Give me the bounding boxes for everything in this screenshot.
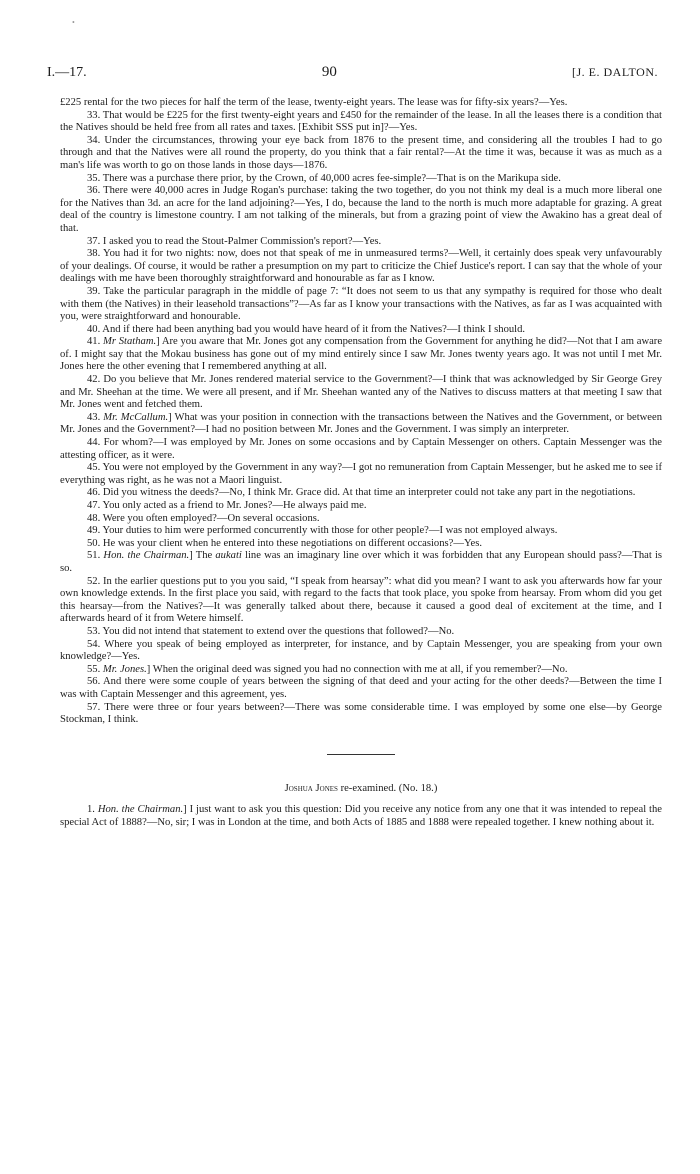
page-mark: • bbox=[72, 18, 75, 27]
paragraph-text: ] When the original deed was signed you had no connection with me at all, if you remember?—No. bbox=[146, 663, 568, 675]
speaker-name: Mr Statham. bbox=[103, 336, 157, 348]
paragraph: 47. You only acted as a friend to Mr. Jones?—He always paid me. bbox=[87, 500, 367, 511]
paragraph-42: 42. Do you believe that Mr. Jones rendered material service to the Government?—I think that was acknowledged by Sir George Grey and Mr. Sheehan at the time. We were all present, and if Mr. Sheehan wanted any of the Natives to discuss matters at that meeting I saw that Mr. Jones went and fetched them. bbox=[60, 374, 662, 411]
speaker-name: Mr. Jones. bbox=[102, 663, 147, 675]
paragraph: 53. You did not intend that statement to extend over the questions that followed?—No. bbox=[87, 625, 455, 637]
paragraph: 39. Take the particular paragraph in the middle of page 7: “It does not seem to us that any sympathy is required for those who dealt with them (the Natives) in their leasehold transactions”?—As far as I know your transactions with the Natives, as far as I was acquainted with you, were straightforward and honourable. bbox=[60, 285, 662, 323]
paragraph-text: ] Are you aware that Mr. Jones got any compensation from the Government for anything he did?—Not that I am aware of. I might say that the Mokau business has gone out of my mind entirely since I saw Mr. Jones twenty years ago. It was not until I met Mr. Jones here the other evening that I remembered anything at all. bbox=[60, 336, 663, 373]
question-number: 1. bbox=[87, 804, 98, 816]
header-page-number: 90 bbox=[321, 64, 337, 80]
section-divider bbox=[327, 754, 395, 755]
paragraph: 54. Where you speak of being employed as interpreter, for instance, and by Captain Messenger, you are speaking from your own knowledge?—Yes. bbox=[60, 638, 662, 663]
page-header bbox=[47, 64, 658, 81]
paragraph-text: line was an imaginary line over which it was forbidden that any European should pass?—That is so. bbox=[60, 550, 663, 574]
paragraph: 57. There were three or four years between?—There was some considerable time. I was employed by some one else—by George Stockman, I think. bbox=[60, 701, 662, 726]
question-number: 41. bbox=[87, 336, 104, 348]
question-number: 43. bbox=[87, 411, 104, 423]
paragraph-group bbox=[60, 576, 662, 664]
paragraph: 46. Did you witness the deeds?—No, I think Mr. Grace did. At that time an interpreter could not take any part in the negotiations. bbox=[87, 487, 636, 499]
paragraph: 33. That would be £225 for the first twenty-eight years and £450 for the remainder of the lease. In all the leases there is a condition that the Natives should be held free from all rates and taxes. [Exhibit SSS put in]?—Yes. bbox=[60, 109, 662, 134]
section-heading bbox=[60, 783, 662, 796]
paragraph: 40. And if there had been anything bad you would have heard of it from the Natives?—I think I should. bbox=[87, 323, 526, 335]
paragraph: 52. In the earlier questions put to you you said, “I speak from hearsay”: what did you mean? I want to ask you afterwards how far your own knowledge extends. In the first place you said, with regard to the facts that took place, you spoke from hearsay. From whom did you get this hearsay—from the Natives?—It was generally talked about there, because it caused a good deal of excitement at the time, and I afterwards heard of it from Wetere himself. bbox=[60, 575, 662, 625]
paragraph-text: ] I just want to ask you this question: Did you receive any notice from any one that it was intended to repeal the special Act of 1888?—No, sir; I was in London at the time, and both Acts of 1885 and 1888 were repealed together. I knew nothing about it. bbox=[60, 804, 662, 828]
document-body bbox=[60, 97, 662, 829]
paragraph-text: ] What was your position in connection with the transactions between the Natives and the Government, or between Mr. Jones and the Government?—I had no position between Mr. Jones and the Government. I was simply an interpreter. bbox=[60, 411, 663, 436]
header-witness-name: [J. E. DALTON. bbox=[571, 65, 658, 79]
maori-term: aukati bbox=[215, 550, 242, 562]
paragraph: 34. Under the circumstances, throwing your eye back from 1876 to the present time, and considering all the troubles I had to go through and that the Natives were all round the property, do you think that a fair rental?—At the time it was, because it was as much as a man's life was worth to go on those lands in those days—1876. bbox=[60, 134, 662, 171]
paragraph-group bbox=[60, 676, 662, 726]
speaker-name: Hon. the Chairman. bbox=[103, 550, 190, 562]
paragraph-group bbox=[60, 437, 662, 550]
paragraph: 49. Your duties to him were performed concurrently with those for other people?—I was not employed always. bbox=[87, 525, 558, 537]
paragraph: 48. Were you often employed?—On several occasions. bbox=[87, 512, 320, 524]
paragraph: 38. You had it for two nights: now, does not that speak of me in unmeasured terms?—Well, it certainly does speak very unfavourably of your dealings. Of course, it would be rather a presumption on my part to criticize the Chief Justice's report. I can say that the whole of your dealings with me have been thoroughly straightforward and honourable as far as I know. bbox=[60, 248, 662, 285]
header-paper-number: I.—17. bbox=[47, 65, 87, 80]
paragraph-51 bbox=[60, 550, 662, 575]
paragraph-55 bbox=[60, 664, 662, 677]
paragraph: 44. For whom?—I was employed by Mr. Jones on some occasions and by Captain Messenger on others. Captain Messenger was the attesting officer, as it were. bbox=[60, 437, 662, 461]
paragraph: 56. And there were some couple of years between the signing of that deed and your acting for the other deeds?—Between the time I was with Captain Messenger and this agreement, yes. bbox=[60, 676, 662, 700]
paragraph: 37. I asked you to read the Stout-Palmer Commission's report?—Yes. bbox=[87, 235, 382, 247]
speaker-name: Mr. McCallum. bbox=[103, 411, 169, 423]
paragraph-final bbox=[60, 804, 662, 829]
paragraph: 45. You were not employed by the Government in any way?—I got no remuneration from Captain Messenger, but he asked me to see if everything was right, as he was not a Maori linguist. bbox=[60, 462, 662, 486]
witness-name: Joshua Jones bbox=[284, 782, 338, 794]
speaker-name: Hon. the Chairman. bbox=[97, 804, 184, 816]
section-heading-text: re-examined. (No. 18.) bbox=[337, 782, 438, 794]
question-number: 51. bbox=[87, 550, 104, 562]
question-number: 55. bbox=[87, 663, 103, 675]
paragraph: 50. He was your client when he entered into these negotiations on different occasions?—Yes. bbox=[87, 537, 483, 549]
paragraph-group bbox=[60, 97, 662, 336]
paragraph: 35. There was a purchase there prior, by the Crown, of 40,000 acres fee-simple?—That is on the Marikupa side. bbox=[87, 172, 561, 184]
paragraph: 36. There were 40,000 acres in Judge Rogan's purchase: taking the two together, do you not think my deal is a much more liberal one for the Natives than 3d. an acre for the land adjoining?—Yes, I do, because the land to the north is much more adaptable for grazing. A great deal of the country is limestone country. I am not talking of the minerals, but from a grazing point of view the Awakino has a great deal of that. bbox=[60, 185, 662, 234]
paragraph-41 bbox=[60, 336, 662, 374]
paragraph: £225 rental for the two pieces for half the term of the lease, twenty-eight years. The lease was for fifty-six years?—Yes. bbox=[60, 97, 568, 108]
paragraph-text: ] The bbox=[189, 550, 216, 562]
paragraph-43 bbox=[60, 412, 662, 437]
